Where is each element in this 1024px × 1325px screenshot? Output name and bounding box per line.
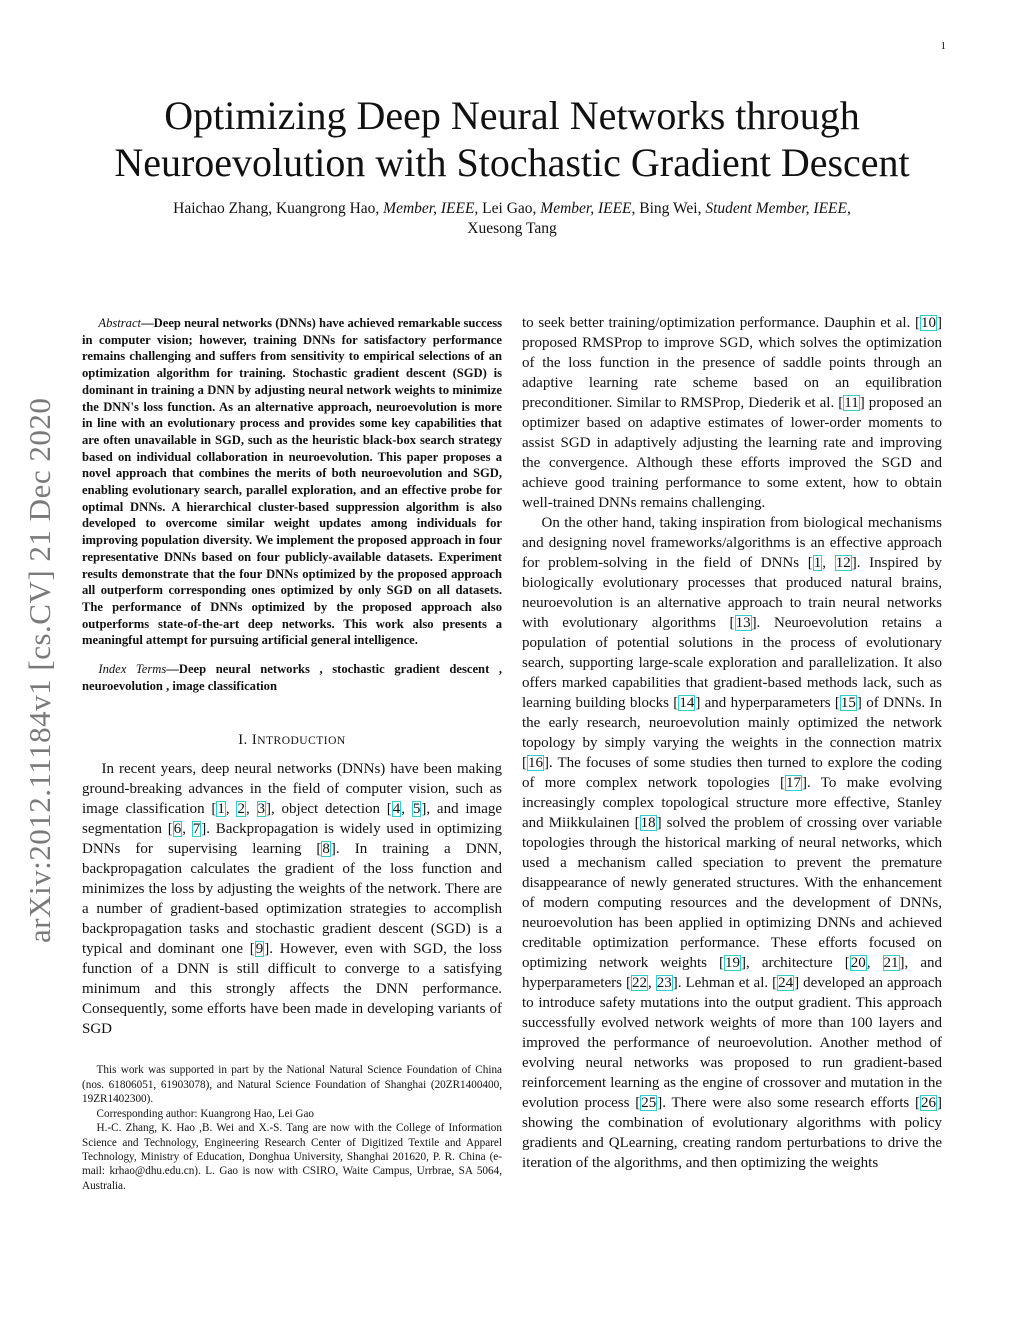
arxiv-identifier: arXiv:2012.11184v1 [cs.CV] 21 Dec 2020 — [22, 397, 57, 943]
body-text: ], architecture [ — [741, 955, 850, 971]
citation-link[interactable]: 25 — [641, 1095, 657, 1111]
body-text: ]. To make evolving increasingly complex topological structure more effective, Stanley and Miikkulainen [ — [522, 775, 942, 831]
citation-link[interactable]: 19 — [725, 955, 741, 971]
section-heading-introduction — [82, 732, 502, 749]
citation-link[interactable]: 9 — [255, 941, 264, 958]
body-text: ]. Neuroevolution retains a population of potential solutions in the process of evolutionary search, supporting large-scale exploration and parallelization. It also offers marked capabilities that gradient-based methods lack, such as learning building blocks [ — [522, 615, 943, 711]
citation-link[interactable]: 18 — [640, 815, 656, 831]
intro-paragraph: In recent years, deep neural networks (DNNs) have been making ground-breaking advances in the field of computer vision, such as image classification [1, 2, 3], object detection [4, 5], and image segmentation [6, 7]. Backpropagation is widely used in optimizing DNNs for supervising learning [8]. In training a DNN, backpropagation calculates the gradient of the loss function and minimizes the loss by adjusting the weights of the network. There are a number of gradient-based optimization strategies to accomplish backpropagation tasks and stochastic gradient descent (SGD) is a typical and dominant one [9]. However, even with SGD, the loss function of a DNN is still difficult to converge to a satisfying minimum and this strongly affects the DNN performance. Consequently, some efforts have been made in developing variants of SGD — [82, 761, 503, 1038]
author-membership-3: Student Member, IEEE, — [705, 200, 851, 217]
author-names-3: Bing Wei, — [639, 200, 702, 217]
body-text: ]. The focuses of some studies then turned to explore the coding of more complex network topologies [ — [522, 755, 942, 791]
author-names-2: Lei Gao, — [482, 200, 537, 217]
page-number: 1 — [940, 40, 946, 52]
footnote-funding: This work was supported in part by the National Natural Science Foundation of China (nos. 61806051, 61903078), and Natural Science Foundation of Shanghai (20ZR1400400, 19ZR1402300). — [82, 1064, 502, 1106]
left-column — [82, 315, 502, 1193]
intro-text: ], and image segmentation [ — [82, 801, 503, 838]
body-text: ], and hyperparameters [ — [522, 955, 943, 991]
body-text: ] solved the problem of crossing over variable topologies through the historical marking of neural networks, which used a mechanism called speciation to prevent the premature disappearance of newly generated structures. With the enhancement of modern computing resources and the development of DNNs, neuroevolution has been applied in optimizing DNNs and achieved creditable optimization performance. These efforts focused on optimizing network weights [ — [522, 815, 942, 971]
intro-text: ]. However, even with SGD, the loss function of a DNN is still difficult to converge to a satisfying minimum and this strongly affects the DNN performance. Consequently, some efforts have been made in developing variants of SGD — [82, 941, 502, 1038]
body-text: ] proposed RMSProp to improve SGD, which solves the optimization of the loss function in the presence of saddle points through an adaptive learning rate scheme based on an equilibration preconditioner. Similar to RMSProp, Diederik et al. [ — [522, 315, 942, 411]
citation-link[interactable]: 22 — [631, 975, 647, 991]
citation-link[interactable]: 23 — [656, 975, 672, 991]
index-terms-label: Index Terms — [98, 662, 167, 677]
index-terms — [82, 661, 502, 694]
author-names-4: Xuesong Tang — [467, 220, 557, 237]
right-column — [522, 313, 942, 1173]
author-list — [80, 199, 944, 239]
footnote-corresponding-author: Corresponding author: Kuangrong Hao, Lei Gao — [96, 1107, 315, 1120]
abstract-label: Abstract — [98, 316, 142, 330]
citation-link[interactable]: 21 — [883, 955, 899, 971]
citation-link[interactable]: 5 — [412, 801, 421, 818]
body-text: ] showing the combination of evolutionary algorithms with policy gradients and QLearning, creating random perturbations to drive the iteration of the algorithms, and then optimizing the weights — [522, 1095, 943, 1171]
citation-link[interactable]: 26 — [921, 1095, 937, 1111]
citation-link[interactable]: 2 — [237, 801, 245, 818]
intro-text: ]. In training a DNN, backpropagation calculates the gradient of the loss function and minimizes the loss by adjusting the weights of the network. There are a number of gradient-based optimization strategies to accomplish backpropagation tasks and stochastic gradient descent (SGD) is a typical and dominant one [ — [82, 841, 502, 958]
body-text: ] of DNNs. In the early research, neuroevolution mainly optimized the network topology by simply varying the weights in the connection matrix [ — [522, 695, 942, 771]
citation-link[interactable]: 14 — [679, 695, 695, 711]
body-text: On the other hand, taking inspiration from biological mechanisms and designing novel frameworks/algorithms is an effective approach for problem-solving in the field of DNNs [ — [522, 515, 942, 571]
title-line-2: Neuroevolution with Stochastic Gradient Descent — [114, 140, 910, 185]
body-text: ] proposed an optimizer based on adaptive estimates of lower-order moments to assist SGD in adaptively adjusting the learning rate and improving the convergence. Although these efforts improved the SGD and achieve good training performance to some extent, how to obtain well-trained DNNs remains challenging. — [522, 395, 942, 511]
citation-link[interactable]: 10 — [921, 315, 936, 331]
citation-link[interactable]: 16 — [528, 755, 543, 771]
section-title-rest: NTRODUCTION — [257, 735, 346, 748]
body-paragraph-2: On the other hand, taking inspiration from biological mechanisms and designing novel frameworks/algorithms is an effective approach for problem-solving in the field of DNNs [1, 12]. Inspired by biologically evolutionary processes that produced natural brains, neuroevolution is an alternative approach to train neural networks with evolutionary algorithms [13]. Neuroevolution retains a population of potential solutions in the process of evolutionary search, supporting large-scale exploration and parallelization. It also offers marked capabilities that gradient-based methods lack, such as learning building blocks [14] and hyperparameters [15] of DNNs. In the early research, neuroevolution mainly optimized the network topology by simply varying the weights in the connection matrix [16]. The focuses of some studies then turned to explore the coding of more complex network topologies [17]. To make evolving increasingly complex topological structure more effective, Stanley and Miikkulainen [18] solved the problem of crossing over variable topologies through the historical marking of neural networks, which used a mechanism called speciation to prevent the premature disappearance of newly generated structures. With the enhancement of modern computing resources and the development of DNNs, neuroevolution has been applied in optimizing DNNs and achieved creditable optimization performance. These efforts focused on optimizing network weights [19], architecture [20, 21], and hyperparameters [22, 23]. Lehman et al. [24] developed an approach to introduce safety mutations into the output gradient. This approach successfully evolved network weights of more than 100 layers and improved the performance of neuroevolution. Another method of evolving neural networks was proposed to run gradient-based reinforcement learning as the engine of crossover and mutation in the evolution process [25]. There were also some research efforts [26] showing the combination of evolutionary algorithms with policy gradients and QLearning, creating random perturbations to drive the iteration of the algorithms, and then optimizing the weights — [522, 515, 943, 1171]
body-text: ] developed an approach to introduce safety mutations into the output gradient. This approach successfully evolved network weights of more than 100 layers and improved the performance of neuroevolution. Another method of evolving neural networks was proposed to run gradient-based reinforcement learning as the engine of crossover and mutation in the evolution process [ — [522, 975, 942, 1111]
body-text: to seek better training/optimization performance. Dauphin et al. [ — [522, 315, 920, 331]
body-text: ] and hyperparameters [ — [695, 695, 840, 711]
citation-link[interactable]: 24 — [778, 975, 794, 991]
abstract — [82, 315, 502, 649]
footnote-affiliations: H.-C. Zhang, K. Hao ,B. Wei and X.-S. Tang are now with the College of Information Science and Technology, Engineering Research Center of Digitized Textile and Apparel Technology, Ministry of Education, Donghua University, Shanghai 201620, P. R. China (e-mail: krhao@dhu.edu.cn). L. Gao is now with CSIRO, Waite Campus, Urrbrae, SA 5064, Australia. — [82, 1122, 502, 1192]
citation-link[interactable]: 17 — [786, 775, 802, 791]
citation-link[interactable]: 4 — [392, 801, 401, 818]
section-first-letter: I — [251, 732, 258, 749]
author-membership-2: Member, IEEE, — [540, 200, 636, 217]
citation-link[interactable]: 8 — [322, 841, 330, 858]
author-names-1: Haichao Zhang, Kuangrong Hao, — [173, 200, 380, 217]
footnotes — [82, 1063, 502, 1193]
citation-link[interactable]: 6 — [173, 821, 182, 838]
citation-link[interactable]: 7 — [192, 821, 201, 838]
paper-title — [80, 92, 944, 186]
citation-link[interactable]: 20 — [850, 955, 866, 971]
citation-link[interactable]: 1 — [217, 801, 225, 818]
body-paragraph-1 — [522, 313, 942, 513]
body-text: ]. Lehman et al. [ — [672, 975, 778, 991]
title-line-1: Optimizing Deep Neural Networks through — [164, 93, 860, 138]
citation-link[interactable]: 13 — [735, 615, 751, 631]
citation-link[interactable]: 15 — [840, 695, 856, 711]
citation-link[interactable]: 1 — [813, 555, 822, 571]
abstract-text: —Deep neural networks (DNNs) have achieved remarkable success in computer vision; however, training DNNs for satisfactory performance remains challenging and suffers from sensitivity to empirical selections of an optimization algorithm for training. Stochastic gradient descent (SGD) is dominant in training a DNN by adjusting neural network weights to minimize the DNN's loss function. As an alternative approach, neuroevolution is more in line with an evolutionary process and provides some key capabilities that are often unavailable in SGD, such as the heuristic black-box search strategy based on individual collaboration in neuroevolution. This paper proposes a novel approach that combines the merits of both neuroevolution and SGD, enabling evolutionary search, parallel exploration, and an effective probe for optimal DNNs. A hierarchical cluster-based suppression algorithm is also developed to overcome similar weight updates among individuals for improving population diversity. We implement the proposed approach in four representative DNNs based on four publicly-available datasets. Experiment results demonstrate that the four DNNs optimized by the proposed approach all outperform corresponding ones optimized by only SGD on all datasets. The performance of DNNs optimized by the proposed approach also outperforms state-of-the-art deep networks. This work also presents a meaningful attempt for pursuing artificial general intelligence. — [82, 316, 502, 648]
intro-text: In recent years, deep neural networks (DNNs) have been making ground-breaking advances in the field of computer vision, such as image classification [ — [82, 761, 502, 818]
section-numeral: I. — [238, 732, 252, 749]
body-text: ]. Inspired by biologically evolutionary processes that produced natural brains, neuroevolution is an alternative approach to train neural networks with evolutionary algorithms [ — [522, 555, 943, 631]
citation-link[interactable]: 11 — [844, 395, 859, 411]
intro-text: ], object detection [ — [266, 801, 392, 818]
index-terms-text: —Deep neural networks , stochastic gradient descent , neuroevolution , image classification — [82, 662, 502, 693]
citation-link[interactable]: 12 — [835, 555, 851, 571]
citation-link[interactable]: 3 — [257, 801, 266, 818]
intro-text: ]. Backpropagation is widely used in optimizing DNNs for supervising learning [ — [82, 821, 502, 858]
body-text: ]. There were also some research efforts [ — [657, 1095, 921, 1111]
author-membership-1: Member, IEEE, — [383, 200, 479, 217]
